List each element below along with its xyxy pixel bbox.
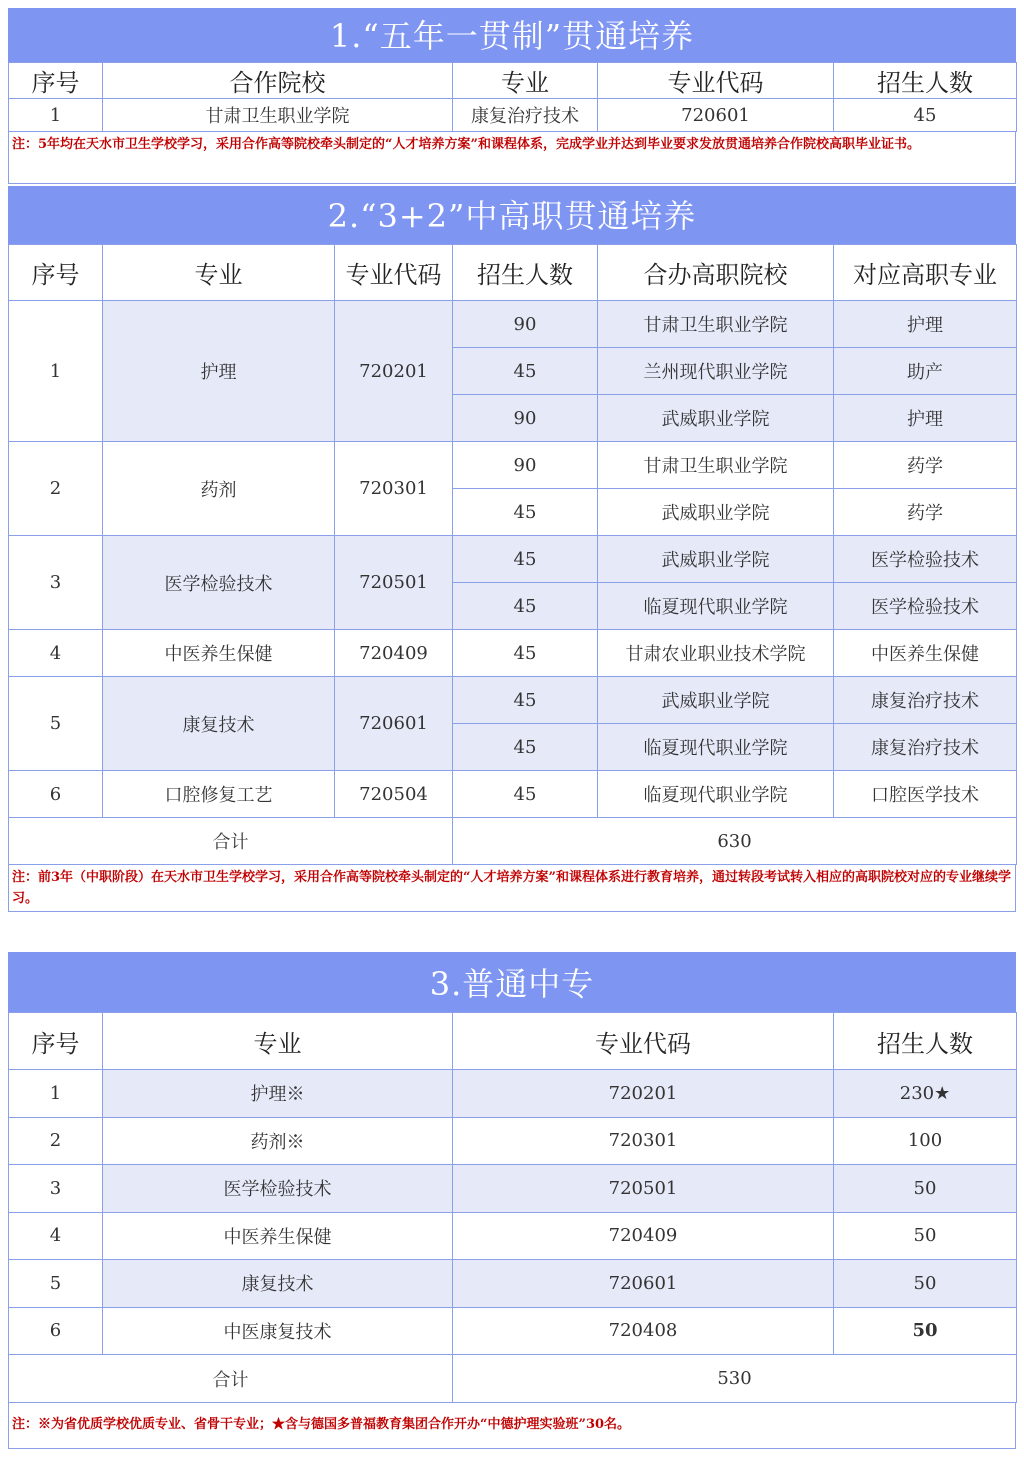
enroll-count: 100 xyxy=(834,1117,1017,1165)
row-number: 5 xyxy=(9,677,103,771)
partner-school: 临夏现代职业学院 xyxy=(598,583,834,630)
major-code: 720501 xyxy=(453,1165,834,1213)
table-header-row xyxy=(9,245,1017,301)
table-row xyxy=(9,1307,1017,1355)
major-code: 720504 xyxy=(335,771,453,818)
target-major: 药学 xyxy=(834,489,1017,536)
major-name: 康复技术 xyxy=(103,1260,453,1308)
header-cell: 专业代码 xyxy=(453,1013,834,1070)
partner-school: 临夏现代职业学院 xyxy=(598,771,834,818)
total-label: 合计 xyxy=(9,818,453,865)
five-year-table xyxy=(8,62,1017,132)
partner-school: 甘肃农业职业技术学院 xyxy=(598,630,834,677)
major-name: 中医养生保健 xyxy=(103,630,335,677)
header-cell: 专业 xyxy=(103,1013,453,1070)
section-note: 注：※为省优质学校优质专业、省骨干专业；★含与德国多普福教育集团合作开办“中德护理实验班”30名。 xyxy=(8,1403,1016,1449)
section-note: 注：前3年（中职阶段）在天水市卫生学校学习，采用合作高等院校牵头制定的“人才培养方案”和课程体系进行教育培养，通过转段考试转入相应的高职院校对应的专业继续学习。 xyxy=(8,865,1016,912)
three-plus-two-table xyxy=(8,244,1017,865)
header-cell: 合办高职院校 xyxy=(598,245,834,301)
major-name: 医学检验技术 xyxy=(103,1165,453,1213)
table-body xyxy=(9,301,1017,818)
header-cell: 招生人数 xyxy=(834,63,1017,99)
table-row xyxy=(9,771,1017,818)
table-row xyxy=(9,1212,1017,1260)
enroll-count: 45 xyxy=(453,536,598,583)
enroll-count: 50 xyxy=(834,1307,1017,1355)
total-value: 630 xyxy=(453,818,1017,865)
section-note: 注：5年均在天水市卫生学校学习，采用合作高等院校牵头制定的“人才培养方案”和课程体系，完成学业并达到毕业要求发放贯通培养合作院校高职毕业证书。 xyxy=(8,132,1016,184)
major-name: 护理 xyxy=(103,301,335,442)
major-code: 720301 xyxy=(335,442,453,536)
row-number: 5 xyxy=(9,1260,103,1308)
major-code: 720301 xyxy=(453,1117,834,1165)
table-cell: 甘肃卫生职业学院 xyxy=(103,99,453,132)
major-name: 中医康复技术 xyxy=(103,1307,453,1355)
major-code: 720201 xyxy=(335,301,453,442)
partner-school: 甘肃卫生职业学院 xyxy=(598,442,834,489)
partner-school: 武威职业学院 xyxy=(598,395,834,442)
total-label: 合计 xyxy=(9,1355,453,1403)
major-name: 药剂 xyxy=(103,442,335,536)
section-3plus2 xyxy=(8,186,1016,912)
total-row xyxy=(9,818,1017,865)
table-row xyxy=(9,630,1017,677)
header-cell: 专业 xyxy=(453,63,598,99)
table-cell: 720601 xyxy=(598,99,834,132)
table-header-row xyxy=(9,1013,1017,1070)
row-number: 4 xyxy=(9,630,103,677)
major-name: 医学检验技术 xyxy=(103,536,335,630)
enroll-count: 90 xyxy=(453,395,598,442)
enroll-count: 45 xyxy=(453,771,598,818)
enroll-count: 50 xyxy=(834,1260,1017,1308)
major-name: 中医养生保健 xyxy=(103,1212,453,1260)
target-major: 口腔医学技术 xyxy=(834,771,1017,818)
enroll-count: 45 xyxy=(453,348,598,395)
table-row xyxy=(9,442,1017,489)
row-number: 3 xyxy=(9,536,103,630)
major-name: 护理※ xyxy=(103,1070,453,1118)
total-value: 530 xyxy=(453,1355,1017,1403)
partner-school: 兰州现代职业学院 xyxy=(598,348,834,395)
major-code: 720409 xyxy=(453,1212,834,1260)
target-major: 护理 xyxy=(834,395,1017,442)
header-cell: 招生人数 xyxy=(453,245,598,301)
target-major: 康复治疗技术 xyxy=(834,724,1017,771)
target-major: 护理 xyxy=(834,301,1017,348)
target-major: 康复治疗技术 xyxy=(834,677,1017,724)
table-cell: 康复治疗技术 xyxy=(453,99,598,132)
header-cell: 专业代码 xyxy=(598,63,834,99)
enroll-count: 45 xyxy=(453,583,598,630)
table-row xyxy=(9,1165,1017,1213)
partner-school: 武威职业学院 xyxy=(598,536,834,583)
target-major: 医学检验技术 xyxy=(834,583,1017,630)
section-five-year xyxy=(8,8,1016,184)
table-row xyxy=(9,1260,1017,1308)
major-code: 720501 xyxy=(335,536,453,630)
enroll-count: 45 xyxy=(453,677,598,724)
target-major: 助产 xyxy=(834,348,1017,395)
header-cell: 序号 xyxy=(9,63,103,99)
table-header-row xyxy=(9,63,1017,99)
enroll-count: 45 xyxy=(453,489,598,536)
enroll-count: 50 xyxy=(834,1165,1017,1213)
major-code: 720201 xyxy=(453,1070,834,1118)
row-number: 4 xyxy=(9,1212,103,1260)
row-number: 6 xyxy=(9,1307,103,1355)
total-row xyxy=(9,1355,1017,1403)
enroll-count: 90 xyxy=(453,301,598,348)
row-number: 3 xyxy=(9,1165,103,1213)
header-cell: 专业 xyxy=(103,245,335,301)
row-number: 2 xyxy=(9,442,103,536)
enroll-count: 230★ xyxy=(834,1070,1017,1118)
major-code: 720409 xyxy=(335,630,453,677)
table-row xyxy=(9,536,1017,583)
table-body xyxy=(9,1070,1017,1355)
enroll-count: 45 xyxy=(453,724,598,771)
target-major: 医学检验技术 xyxy=(834,536,1017,583)
header-cell: 序号 xyxy=(9,245,103,301)
enroll-count: 50 xyxy=(834,1212,1017,1260)
major-code: 720408 xyxy=(453,1307,834,1355)
partner-school: 武威职业学院 xyxy=(598,489,834,536)
partner-school: 临夏现代职业学院 xyxy=(598,724,834,771)
enroll-count: 90 xyxy=(453,442,598,489)
header-cell: 合作院校 xyxy=(103,63,453,99)
row-number: 2 xyxy=(9,1117,103,1165)
section-title: 2.“3+2”中高职贯通培养 xyxy=(8,186,1016,244)
partner-school: 甘肃卫生职业学院 xyxy=(598,301,834,348)
target-major: 药学 xyxy=(834,442,1017,489)
table-cell: 45 xyxy=(834,99,1017,132)
major-code: 720601 xyxy=(335,677,453,771)
header-cell: 序号 xyxy=(9,1013,103,1070)
section-title: 3.普通中专 xyxy=(8,952,1016,1012)
major-name: 康复技术 xyxy=(103,677,335,771)
row-number: 1 xyxy=(9,301,103,442)
regular-table xyxy=(8,1012,1017,1403)
table-row xyxy=(9,99,1017,132)
row-number: 6 xyxy=(9,771,103,818)
major-name: 口腔修复工艺 xyxy=(103,771,335,818)
header-cell: 专业代码 xyxy=(335,245,453,301)
table-row xyxy=(9,677,1017,724)
major-code: 720601 xyxy=(453,1260,834,1308)
table-row xyxy=(9,1070,1017,1118)
row-number: 1 xyxy=(9,1070,103,1118)
enroll-count: 45 xyxy=(453,630,598,677)
section-regular xyxy=(8,952,1016,1449)
header-cell: 对应高职专业 xyxy=(834,245,1017,301)
header-cell: 招生人数 xyxy=(834,1013,1017,1070)
partner-school: 武威职业学院 xyxy=(598,677,834,724)
major-name: 药剂※ xyxy=(103,1117,453,1165)
target-major: 中医养生保健 xyxy=(834,630,1017,677)
table-cell: 1 xyxy=(9,99,103,132)
section-title: 1.“五年一贯制”贯通培养 xyxy=(8,8,1016,62)
table-row xyxy=(9,301,1017,348)
table-row xyxy=(9,1117,1017,1165)
